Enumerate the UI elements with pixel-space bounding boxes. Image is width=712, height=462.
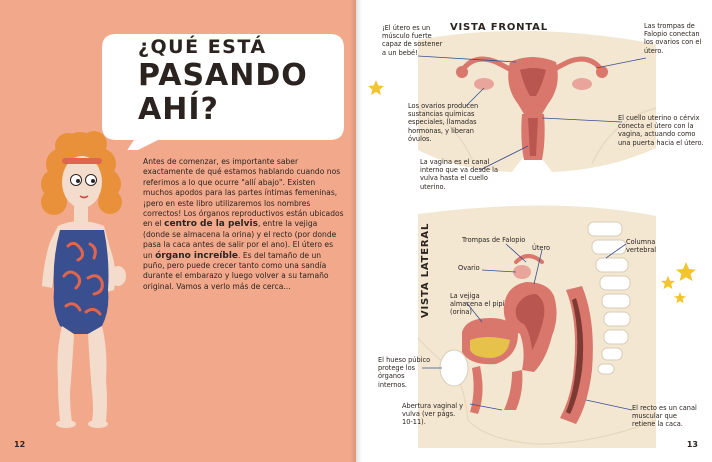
label-utero-musculo: ¡El útero es un músculo fuerte capaz de sostener a un bebé! (382, 24, 443, 57)
page-title (138, 38, 338, 125)
intro-paragraph (143, 157, 345, 292)
label-ovarios: Los ovarios producen sustancias químicas especiales, llamadas hormonas, y liberan óvulos. (408, 102, 479, 143)
title-line-2: PASANDO (138, 58, 308, 93)
intro-text-1: Antes de comenzar, es importante saber exactamente de qué estamos hablando cuando nos referimos a lo que ocurre "allí abajo". Existen muchos apodos para las partes íntimas femeninas, ¡pero en este libro utilizaremos los nombres correctos! Los órganos reproductivos están ubicados en el (143, 157, 344, 229)
label-cuello-uterino: El cuello uterino o cérvix conecta el útero con la vagina, actuando como una puerta hacia el útero. (618, 114, 704, 147)
girl-illustration (18, 130, 143, 430)
lateral-view-heading: VISTA LATERAL (420, 222, 431, 318)
page-number-right: 13 (686, 440, 698, 449)
label-abertura-vaginal: Abertura vaginal y vulva (ver págs. 10-11). (402, 402, 464, 427)
label-trompas-lateral: Trompas de Falopio (462, 236, 526, 244)
label-hueso-pubico: El hueso púbico protege los órganos internos. (378, 356, 431, 389)
label-ovario: Ovario (458, 264, 480, 272)
intro-bold-1: centro de la pelvis (164, 219, 258, 230)
label-vagina: La vagina es el canal interno que va desde la vulva hasta el cuello uterino. (420, 158, 499, 191)
title-line-3: AHÍ? (138, 92, 219, 127)
book-gutter (350, 0, 362, 462)
label-recto: El recto es un canal muscular que retiene la caca. (632, 404, 697, 429)
title-line-1: ¿QUÉ ESTÁ (138, 36, 267, 58)
frontal-view-heading: VISTA FRONTAL (450, 22, 548, 33)
label-utero: Útero (532, 244, 551, 252)
intro-text-2: , entre la vejiga (donde se almacena la orina) y el recto (por donde pasa la caca antes de salir por el ano). El útero es un (143, 219, 337, 260)
label-trompas-frontal: Las trompas de Falopio conectan los ovarios con el útero. (644, 22, 702, 55)
right-page (356, 0, 712, 462)
anatomy-diagrams (356, 0, 712, 462)
label-vejiga: La vejiga almacena el pipí (orina) (450, 292, 505, 317)
intro-bold-2: órgano increíble (155, 250, 239, 261)
page-number-left: 12 (14, 440, 26, 449)
intro-text-3: . Es del tamaño de un puño, pero puede crecer tanto como una sandía durante el embarazo y luego volver a su tamaño original. Vamos a verlo más de cerca... (143, 250, 329, 291)
label-columna: Columna vertebral (626, 238, 657, 255)
